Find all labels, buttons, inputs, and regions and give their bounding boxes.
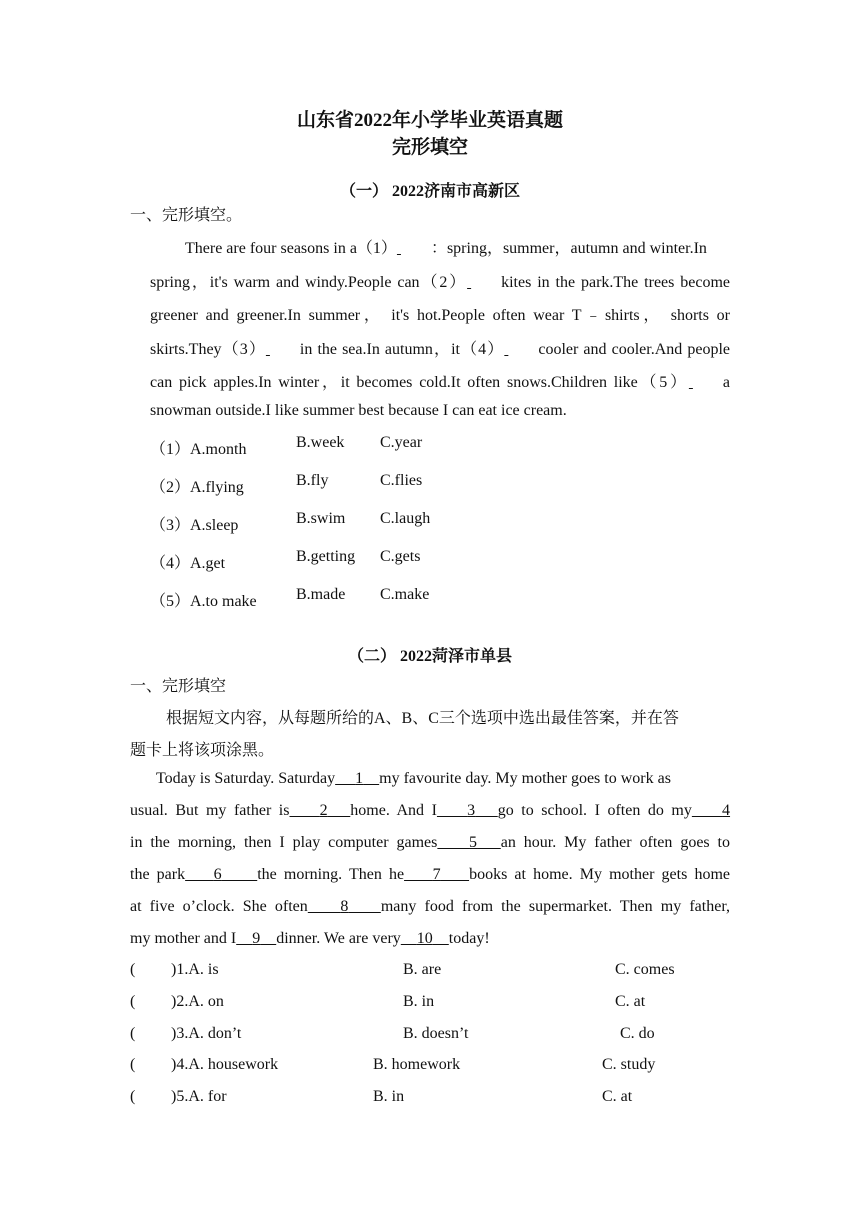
s1-passage-line2: spring，it's warm and windy.People can（2） kites in the park.The trees become [150, 274, 731, 291]
s1-q2-option-b: B.fly [296, 472, 329, 489]
s1-q4-option-b: B.getting [296, 548, 356, 565]
s1-q4-option-c: C.gets [380, 548, 421, 565]
blank-5: 5 [469, 834, 478, 851]
s1-q2-option-c: C.flies [380, 472, 423, 489]
s2-q1-option-c: C. comes [615, 961, 675, 978]
s2-q1-option-a: )1.A. is [171, 961, 219, 978]
s2-q5-option-b: B. in [373, 1088, 405, 1105]
document-title: 山东省2022年小学毕业英语真题 [296, 110, 563, 131]
s2-q5-option-c: C. at [602, 1088, 633, 1105]
s1-passage-line1: There are four seasons in a（1） ：spring，summer，autumn and winter.In [185, 240, 707, 257]
s1-q5-option-a: （5）A.to make [150, 593, 257, 610]
s2-passage-line1: Today is Saturday. Saturday 1 my favourite day. My mother goes to work as [156, 770, 671, 787]
s1-q3-option-a: （3）A.sleep [150, 517, 239, 534]
blank-8: 8 [340, 898, 349, 915]
s1-q3-option-b: B.swim [296, 510, 346, 527]
blank-10: 10 [416, 930, 433, 947]
section2-label: 一、完形填空 [130, 678, 227, 695]
s2-q2-paren: ( [130, 993, 136, 1010]
blank-6: 6 [213, 866, 222, 883]
s1-q1-option-a: （1）A.month [150, 441, 247, 458]
s2-passage-line4: the park 6 the morning. Then he 7 books at home. My mother gets home [130, 866, 730, 883]
s2-q3-option-c: C. do [620, 1025, 655, 1042]
blank-3: 3 [467, 802, 476, 819]
s2-q1-option-b: B. are [403, 961, 442, 978]
s2-q5-paren: ( [130, 1088, 136, 1105]
s1-passage-line4: skirts.They（3） in the sea.In autumn，it（4） cooler and cooler.And people [150, 341, 730, 358]
document-subtitle: 完形填空 [391, 137, 468, 158]
s1-q1-option-b: B.week [296, 434, 345, 451]
blank-2: 2 [319, 802, 328, 819]
s1-q3-option-c: C.laugh [380, 510, 431, 527]
s2-q5-option-a: )5.A. for [171, 1088, 227, 1105]
s1-passage-line3: greener and greener.In summer， it's hot.People often wear T﹣shirts， shorts or [150, 307, 730, 324]
s2-instruction-line2: 题卡上将该项涂黑。 [130, 742, 275, 759]
blank-1: 1 [355, 770, 364, 787]
section1-label: 一、完形填空。 [130, 207, 243, 224]
blank-4: 4 [722, 802, 731, 819]
s2-passage-line3: in the morning, then I play computer games 5 an hour. My father often goes to [130, 834, 731, 851]
s1-passage-line6: snowman outside.I like summer best because I can eat ice cream. [150, 402, 567, 419]
s2-q4-option-a: )4.A. housework [171, 1056, 279, 1073]
s2-q3-paren: ( [130, 1025, 136, 1042]
s2-q4-option-c: C. study [602, 1056, 656, 1073]
s1-q2-option-a: （2）A.flying [150, 479, 244, 496]
s2-q2-option-a: )2.A. on [171, 993, 224, 1010]
s2-q1-paren: ( [130, 961, 136, 978]
s2-passage-line6: my mother and I 9 dinner. We are very 10 today! [130, 930, 490, 947]
section2-heading: （二） 2022菏泽市单县 [347, 648, 512, 665]
s2-passage-line2: usual. But my father is 2 home. And I 3 go to school. I often do my 4 [130, 802, 731, 819]
s1-q5-option-c: C.make [380, 586, 430, 603]
section1-heading: （一） 2022济南市高新区 [339, 183, 520, 200]
s2-q2-option-c: C. at [615, 993, 646, 1010]
s2-passage-line5: at five o’clock. She often 8 many food from the supermarket. Then my father, [130, 898, 731, 915]
s2-q2-option-b: B. in [403, 993, 435, 1010]
s1-q4-option-a: （4）A.get [150, 555, 226, 572]
s2-q3-option-a: )3.A. don’t [171, 1025, 242, 1042]
s2-instruction-line1: 根据短文内容，从每题所给的A、B、C三个选项中选出最佳答案，并在答 [166, 710, 679, 727]
s1-q1-option-c: C.year [380, 434, 423, 451]
s1-passage-line5: can pick apples.In winter，it becomes cold.It often snows.Children like（5） a [150, 374, 730, 391]
s2-q3-option-b: B. doesn’t [403, 1025, 469, 1042]
s1-q5-option-b: B.made [296, 586, 346, 603]
s2-q4-paren: ( [130, 1056, 136, 1073]
s2-q4-option-b: B. homework [373, 1056, 461, 1073]
blank-9: 9 [252, 930, 261, 947]
blank-7: 7 [432, 866, 441, 883]
